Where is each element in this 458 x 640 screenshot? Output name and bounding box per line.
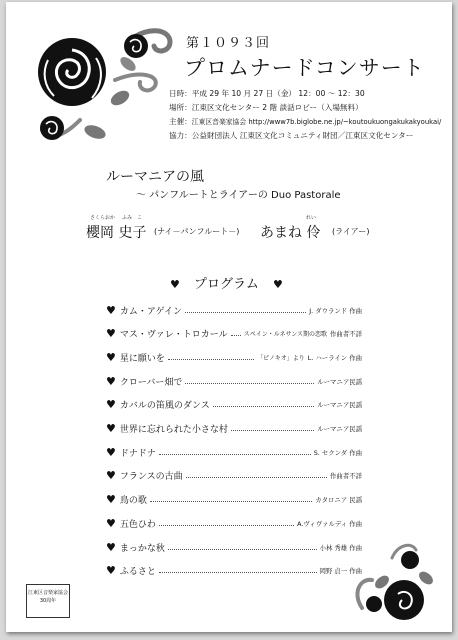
dotted-leader [168,359,254,360]
program-item-title: 五色ひわ [119,519,156,530]
concert-number: 第１０９３回 [186,36,271,51]
dotted-leader [186,477,327,478]
program-item [106,373,362,389]
seal-line-2: 30周年 [39,598,57,604]
rose-illustration [20,20,180,150]
heart-icon: ♥ [106,540,116,554]
program-item-title: 鳥の歌 [119,496,147,507]
heart-icon: ♥ [106,469,116,483]
program-item-note: 「ピノキオ」より [257,354,305,362]
dotted-leader [185,312,306,313]
program-item-composer: S. セクンダ 作曲 [313,448,362,457]
dotted-leader [231,430,314,431]
performer-1-ruby-given: ふみ こ [122,215,143,221]
heart-icon: ♥ [106,516,116,530]
program-item-title: マス・ヴァレ・トロカール [119,330,228,341]
association-seal [26,584,70,618]
heart-icon: ♥ [106,303,116,317]
info-cooperation [169,130,413,141]
heart-icon: ♥ [106,564,116,578]
program-item [106,468,362,484]
program-item-title: カバルの笛風のダンス [119,401,210,412]
program-item-title: 星に願いを [119,353,165,364]
program-item [106,326,362,342]
seal-line-1: 江東区音楽家協会 [27,590,68,596]
concert-subtitle-2: ～ パンフルートとライアーの Duo Pastorale [136,190,341,201]
program-item-composer: 岡野 貞一 作曲 [319,567,362,576]
heart-icon: ♥ [106,445,116,459]
performer-2-role: (ライアー) [332,227,370,236]
heart-icon: ♥ [106,350,116,364]
program-item-composer: 小林 秀雄 作曲 [319,543,362,552]
dotted-leader [159,454,311,455]
program-item [106,515,362,531]
dotted-leader [231,335,241,336]
heart-icon: ♥ [106,422,116,435]
program-item-composer: L. ハーライン 作曲 [307,353,362,362]
program-item-title: クローバー畑で [119,377,183,388]
dotted-leader [159,525,294,526]
program-item [106,421,362,437]
program-item [106,397,362,413]
rose-illustration-small [352,538,442,624]
dotted-leader [185,383,314,384]
info-place [169,102,363,113]
flyer-page [6,2,452,632]
program-item [106,444,362,460]
concert-title: プロムナードコンサート [184,56,425,80]
program-item-composer: ルーマニア民謡 [317,401,362,410]
concert-subtitle: ルーマニアの風 [106,169,204,185]
dotted-leader [213,406,315,407]
program-item [106,302,362,318]
dotted-leader [168,549,317,550]
dotted-leader [150,501,312,502]
performer-1-name: 櫻岡 史子 [86,225,147,241]
heart-icon: ♥ [106,398,116,412]
program-item-composer: カタロニア 民謡 [315,496,362,505]
performer-1-ruby-surname: さくらおか [90,215,116,221]
performer-2-ruby: れい [306,215,317,221]
program-item-composer: J. ダウランド 作曲 [309,306,362,315]
info-label: 場所： [169,103,192,112]
info-value: 公益財団法人 江東区文化コミュニティ財団／江東区文化センター [191,131,414,140]
program-item [106,349,362,365]
heart-icon: ♥ [106,327,116,341]
heart-icon: ♥ [273,278,283,291]
info-value: 江東区文化センター 2 階 談話ロビー（入場無料） [191,103,363,112]
program-item-title: カム・アゲイン [119,306,182,317]
info-label: 日時： [169,89,192,98]
info-date [169,88,365,99]
info-label: 主催： [169,117,192,126]
program-item-title: ふるさと [119,567,156,578]
info-label: 協力： [169,131,192,140]
program-item [106,563,362,579]
heart-icon: ♥ [106,493,116,507]
info-value: 江東区音楽家協会 http://www7b.biglobe.ne.jp/~koutoukuongakukakyoukai/ [191,118,442,126]
program-item [106,492,362,508]
info-organizer [169,116,441,127]
program-item-title: 世界に忘れられた小さな村 [119,425,228,435]
program-item-title: まっかな秋 [119,543,165,554]
program-item-composer: 作曲者不詳 [330,330,362,339]
heart-icon: ♥ [106,374,116,388]
program-item-note: スペイン・ルネサンス期の恋歌 [243,331,328,339]
program-item-composer: 作曲者不詳 [330,472,362,481]
program-item-title: ドナドナ [119,448,156,459]
info-value: 平成 29 年 10 月 27 日（金） 12：00 ～ 12：30 [191,89,365,98]
program-item-composer: A.ヴィヴァルディ 作曲 [297,519,362,528]
program-item-title: フランスの古曲 [119,472,183,483]
program-heading [170,273,283,292]
program-item [106,539,362,555]
program-heading-text: プログラム [194,277,259,292]
dotted-leader [159,572,317,573]
program-item-composer: ルーマニア民謡 [317,425,362,433]
performer-2-name: あまね 伶 [260,225,321,241]
performer-1-role: (ナイ－パンフルート－) [154,227,240,236]
program-item-composer: ルーマニア民謡 [317,377,362,386]
heart-icon: ♥ [170,278,180,291]
